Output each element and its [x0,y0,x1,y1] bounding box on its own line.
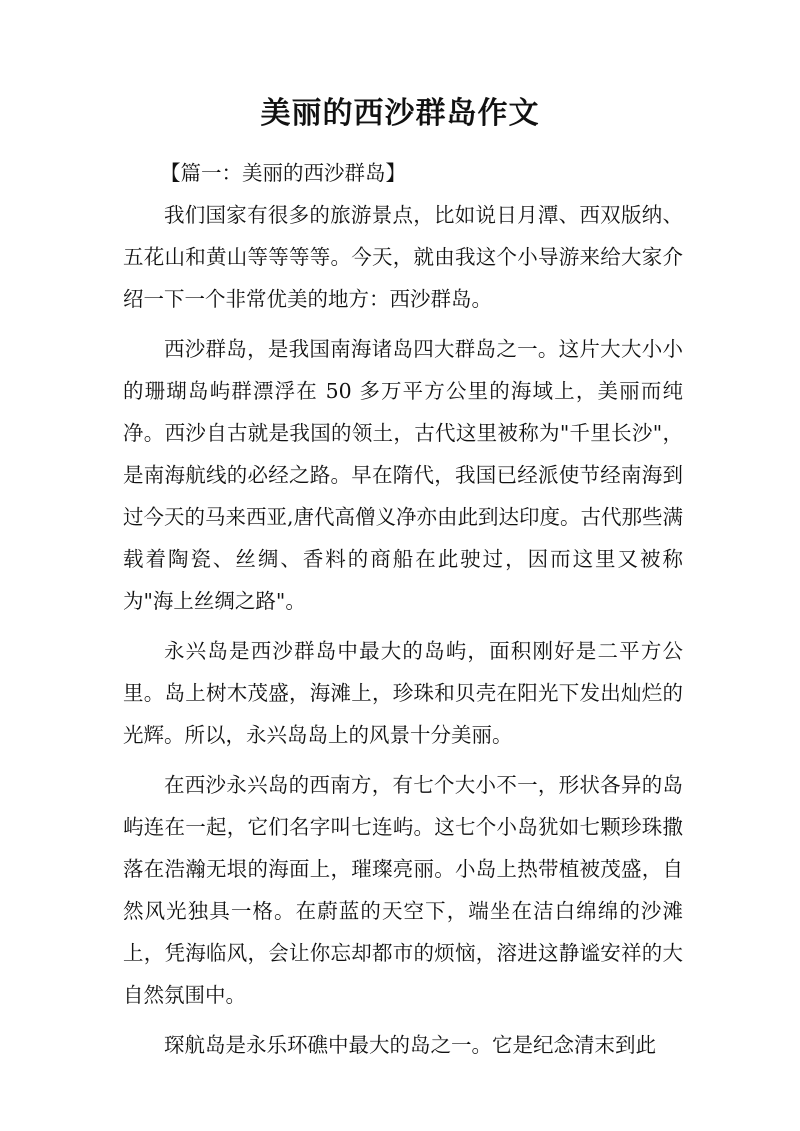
paragraph-yongxing-island: 永兴岛是西沙群岛中最大的岛屿，面积刚好是二平方公里。岛上树木茂盛，海滩上，珍珠和贝壳在阳光下发出灿烂的光辉。所以，永兴岛岛上的风景十分美丽。 [123,639,683,747]
paragraph-chenhang-island: 琛航岛是永乐环礁中最大的岛之一。它是纪念清末到此 [164,1033,656,1057]
document-title: 美丽的西沙群岛作文 [260,96,540,131]
document-body [123,152,683,1074]
section-heading: 【篇一：美丽的西沙群岛】 [160,161,406,185]
paragraph-qilian-islets: 在西沙永兴岛的西南方，有七个大小不一，形状各异的岛屿连在一起，它们名字叫七连屿。这七个小岛犹如七颗珍珠撒落在浩瀚无垠的海面上，璀璨亮丽。小岛上热带植被茂盛，自然风光独具一格。在蔚蓝的天空下，端坐在洁白绵绵的沙滩上，凭海临风，会让你忘却都市的烦恼，溶进这静谧安祥的大自然氛围中。 [123,773,683,1007]
paragraph-xisha-history: 西沙群岛，是我国南海诸岛四大群岛之一。这片大大小小的珊瑚岛屿群漂浮在 50 多万平方公里的海域上，美丽而纯净。西沙自古就是我国的领土，古代这里被称为"千里长沙"，是南海航线的必经之路。早在隋代，我国已经派使节经南海到过今天的马来西亚,唐代高僧义净亦由此到达印度。古代那些满载着陶瓷、丝绸、香料的商船在此驶过，因而这里又被称为"海上丝绸之路"。 [123,337,684,613]
paragraph-intro: 我们国家有很多的旅游景点，比如说日月潭、西双版纳、五花山和黄山等等等等。今天，就由我这个小导游来给大家介绍一下一个非常优美的地方：西沙群岛。 [123,203,683,311]
